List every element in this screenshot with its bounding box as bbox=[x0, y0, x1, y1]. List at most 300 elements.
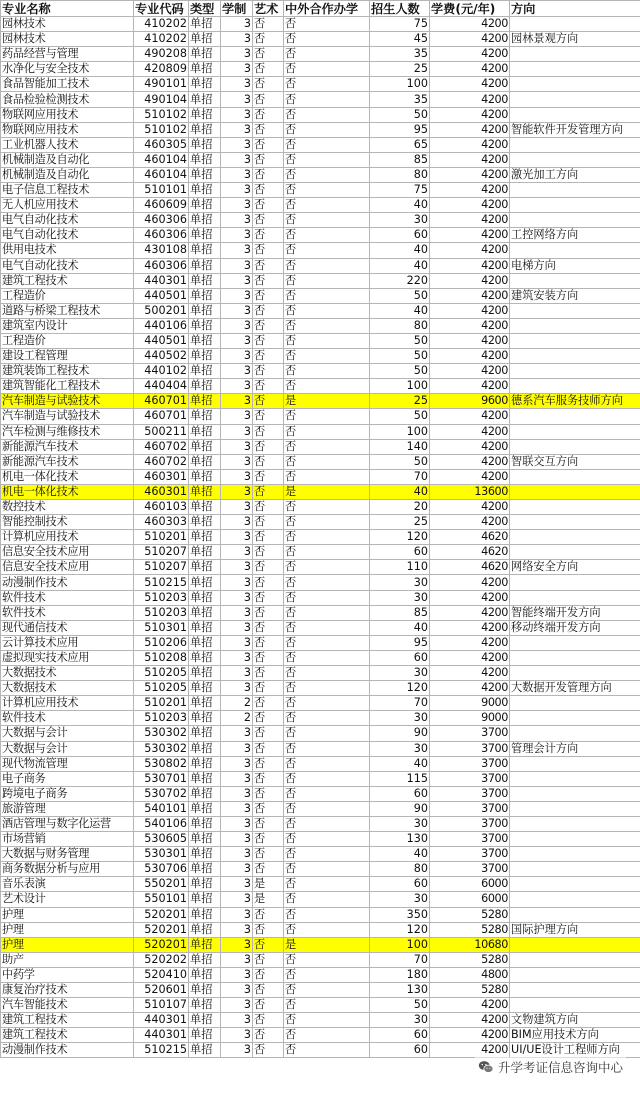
direction-cell[interactable] bbox=[510, 469, 640, 484]
major-code-cell[interactable]: 440501 bbox=[134, 288, 189, 303]
quota-cell[interactable]: 50 bbox=[370, 288, 430, 303]
art-cell[interactable]: 否 bbox=[253, 62, 284, 77]
coop-cell[interactable]: 否 bbox=[284, 666, 370, 681]
major-name-cell[interactable]: 现代通信技术 bbox=[1, 620, 134, 635]
type-cell[interactable]: 单招 bbox=[189, 500, 221, 515]
direction-cell[interactable] bbox=[510, 952, 640, 967]
major-name-cell[interactable]: 工程造价 bbox=[1, 288, 134, 303]
quota-cell[interactable]: 50 bbox=[370, 349, 430, 364]
years-cell[interactable]: 3 bbox=[221, 1013, 253, 1028]
coop-cell[interactable]: 否 bbox=[284, 137, 370, 152]
years-cell[interactable]: 3 bbox=[221, 77, 253, 92]
major-name-cell[interactable]: 建筑室内设计 bbox=[1, 318, 134, 333]
art-cell[interactable]: 否 bbox=[253, 711, 284, 726]
art-cell[interactable]: 否 bbox=[253, 318, 284, 333]
type-cell[interactable]: 单招 bbox=[189, 635, 221, 650]
major-name-cell[interactable]: 智能控制技术 bbox=[1, 515, 134, 530]
fee-cell[interactable]: 4200 bbox=[430, 590, 510, 605]
major-name-cell[interactable]: 商务数据分析与应用 bbox=[1, 862, 134, 877]
major-code-cell[interactable]: 510215 bbox=[134, 1043, 189, 1058]
years-cell[interactable]: 3 bbox=[221, 892, 253, 907]
fee-cell[interactable]: 3700 bbox=[430, 832, 510, 847]
art-cell[interactable]: 否 bbox=[253, 198, 284, 213]
major-code-cell[interactable]: 500211 bbox=[134, 424, 189, 439]
major-code-cell[interactable]: 530701 bbox=[134, 771, 189, 786]
art-cell[interactable]: 否 bbox=[253, 998, 284, 1013]
type-cell[interactable]: 单招 bbox=[189, 137, 221, 152]
direction-cell[interactable]: 园林景观方向 bbox=[510, 32, 640, 47]
coop-cell[interactable]: 否 bbox=[284, 318, 370, 333]
fee-cell[interactable]: 4200 bbox=[430, 137, 510, 152]
quota-cell[interactable]: 100 bbox=[370, 424, 430, 439]
type-cell[interactable]: 单招 bbox=[189, 424, 221, 439]
quota-cell[interactable]: 60 bbox=[370, 877, 430, 892]
direction-cell[interactable] bbox=[510, 409, 640, 424]
direction-cell[interactable] bbox=[510, 333, 640, 348]
art-cell[interactable]: 否 bbox=[253, 303, 284, 318]
major-code-cell[interactable]: 510203 bbox=[134, 590, 189, 605]
direction-cell[interactable] bbox=[510, 47, 640, 62]
coop-cell[interactable]: 否 bbox=[284, 152, 370, 167]
years-cell[interactable]: 3 bbox=[221, 907, 253, 922]
major-name-cell[interactable]: 计算机应用技术 bbox=[1, 530, 134, 545]
art-cell[interactable]: 否 bbox=[253, 107, 284, 122]
coop-cell[interactable]: 否 bbox=[284, 47, 370, 62]
coop-cell[interactable]: 否 bbox=[284, 650, 370, 665]
type-cell[interactable]: 单招 bbox=[189, 801, 221, 816]
major-name-cell[interactable]: 汽车制造与试验技术 bbox=[1, 394, 134, 409]
quota-cell[interactable]: 25 bbox=[370, 515, 430, 530]
coop-cell[interactable]: 否 bbox=[284, 1028, 370, 1043]
art-cell[interactable]: 否 bbox=[253, 1043, 284, 1058]
major-name-cell[interactable]: 大数据技术 bbox=[1, 666, 134, 681]
type-cell[interactable]: 单招 bbox=[189, 1028, 221, 1043]
major-name-cell[interactable]: 物联网应用技术 bbox=[1, 107, 134, 122]
art-cell[interactable]: 否 bbox=[253, 288, 284, 303]
years-cell[interactable]: 3 bbox=[221, 213, 253, 228]
type-cell[interactable]: 单招 bbox=[189, 213, 221, 228]
major-code-cell[interactable]: 550201 bbox=[134, 877, 189, 892]
major-code-cell[interactable]: 460306 bbox=[134, 228, 189, 243]
fee-cell[interactable]: 5280 bbox=[430, 922, 510, 937]
major-code-cell[interactable]: 460702 bbox=[134, 454, 189, 469]
header-years[interactable]: 学制 bbox=[221, 1, 253, 17]
fee-cell[interactable]: 4200 bbox=[430, 273, 510, 288]
art-cell[interactable]: 否 bbox=[253, 786, 284, 801]
major-code-cell[interactable]: 510203 bbox=[134, 605, 189, 620]
quota-cell[interactable]: 90 bbox=[370, 801, 430, 816]
major-name-cell[interactable]: 建筑工程技术 bbox=[1, 1028, 134, 1043]
coop-cell[interactable]: 否 bbox=[284, 439, 370, 454]
coop-cell[interactable]: 是 bbox=[284, 937, 370, 952]
major-name-cell[interactable]: 数控技术 bbox=[1, 500, 134, 515]
major-code-cell[interactable]: 520201 bbox=[134, 937, 189, 952]
type-cell[interactable]: 单招 bbox=[189, 107, 221, 122]
coop-cell[interactable]: 否 bbox=[284, 605, 370, 620]
art-cell[interactable]: 否 bbox=[253, 545, 284, 560]
coop-cell[interactable]: 否 bbox=[284, 847, 370, 862]
years-cell[interactable]: 3 bbox=[221, 198, 253, 213]
years-cell[interactable]: 2 bbox=[221, 711, 253, 726]
major-code-cell[interactable]: 550101 bbox=[134, 892, 189, 907]
type-cell[interactable]: 单招 bbox=[189, 983, 221, 998]
fee-cell[interactable]: 3700 bbox=[430, 801, 510, 816]
type-cell[interactable]: 单招 bbox=[189, 741, 221, 756]
art-cell[interactable]: 否 bbox=[253, 937, 284, 952]
art-cell[interactable]: 否 bbox=[253, 469, 284, 484]
direction-cell[interactable] bbox=[510, 696, 640, 711]
fee-cell[interactable]: 4200 bbox=[430, 1028, 510, 1043]
direction-cell[interactable] bbox=[510, 424, 640, 439]
coop-cell[interactable]: 否 bbox=[284, 756, 370, 771]
direction-cell[interactable] bbox=[510, 786, 640, 801]
major-code-cell[interactable]: 460103 bbox=[134, 500, 189, 515]
major-code-cell[interactable]: 460301 bbox=[134, 484, 189, 499]
type-cell[interactable]: 单招 bbox=[189, 152, 221, 167]
type-cell[interactable]: 单招 bbox=[189, 575, 221, 590]
type-cell[interactable]: 单招 bbox=[189, 484, 221, 499]
major-code-cell[interactable]: 460306 bbox=[134, 213, 189, 228]
art-cell[interactable]: 否 bbox=[253, 620, 284, 635]
quota-cell[interactable]: 80 bbox=[370, 167, 430, 182]
type-cell[interactable]: 单招 bbox=[189, 560, 221, 575]
major-code-cell[interactable]: 510205 bbox=[134, 681, 189, 696]
header-direction[interactable]: 方向 bbox=[510, 1, 640, 17]
coop-cell[interactable]: 否 bbox=[284, 32, 370, 47]
years-cell[interactable]: 3 bbox=[221, 650, 253, 665]
years-cell[interactable]: 3 bbox=[221, 349, 253, 364]
major-code-cell[interactable]: 410202 bbox=[134, 17, 189, 32]
type-cell[interactable]: 单招 bbox=[189, 439, 221, 454]
direction-cell[interactable] bbox=[510, 575, 640, 590]
fee-cell[interactable]: 6000 bbox=[430, 892, 510, 907]
major-code-cell[interactable]: 520410 bbox=[134, 967, 189, 982]
years-cell[interactable]: 3 bbox=[221, 273, 253, 288]
fee-cell[interactable]: 4200 bbox=[430, 424, 510, 439]
major-name-cell[interactable]: 建筑工程技术 bbox=[1, 1013, 134, 1028]
art-cell[interactable]: 否 bbox=[253, 77, 284, 92]
direction-cell[interactable]: 智能终端开发方向 bbox=[510, 605, 640, 620]
direction-cell[interactable] bbox=[510, 590, 640, 605]
type-cell[interactable]: 单招 bbox=[189, 1043, 221, 1058]
type-cell[interactable]: 单招 bbox=[189, 318, 221, 333]
coop-cell[interactable]: 否 bbox=[284, 500, 370, 515]
years-cell[interactable]: 3 bbox=[221, 333, 253, 348]
quota-cell[interactable]: 50 bbox=[370, 364, 430, 379]
major-name-cell[interactable]: 建筑装饰工程技术 bbox=[1, 364, 134, 379]
direction-cell[interactable] bbox=[510, 303, 640, 318]
major-name-cell[interactable]: 音乐表演 bbox=[1, 877, 134, 892]
art-cell[interactable]: 否 bbox=[253, 122, 284, 137]
years-cell[interactable]: 3 bbox=[221, 469, 253, 484]
major-code-cell[interactable]: 490208 bbox=[134, 47, 189, 62]
art-cell[interactable]: 否 bbox=[253, 741, 284, 756]
art-cell[interactable]: 否 bbox=[253, 726, 284, 741]
fee-cell[interactable]: 5280 bbox=[430, 983, 510, 998]
type-cell[interactable]: 单招 bbox=[189, 967, 221, 982]
years-cell[interactable]: 3 bbox=[221, 439, 253, 454]
quota-cell[interactable]: 40 bbox=[370, 258, 430, 273]
direction-cell[interactable]: 移动终端开发方向 bbox=[510, 620, 640, 635]
art-cell[interactable]: 否 bbox=[253, 530, 284, 545]
art-cell[interactable]: 否 bbox=[253, 515, 284, 530]
major-name-cell[interactable]: 大数据与会计 bbox=[1, 726, 134, 741]
direction-cell[interactable] bbox=[510, 666, 640, 681]
type-cell[interactable]: 单招 bbox=[189, 666, 221, 681]
type-cell[interactable]: 单招 bbox=[189, 877, 221, 892]
header-type[interactable]: 类型 bbox=[189, 1, 221, 17]
major-name-cell[interactable]: 虚拟现实技术应用 bbox=[1, 650, 134, 665]
coop-cell[interactable]: 否 bbox=[284, 711, 370, 726]
direction-cell[interactable] bbox=[510, 847, 640, 862]
fee-cell[interactable]: 9000 bbox=[430, 711, 510, 726]
major-name-cell[interactable]: 供用电技术 bbox=[1, 243, 134, 258]
major-name-cell[interactable]: 汽车制造与试验技术 bbox=[1, 409, 134, 424]
major-code-cell[interactable]: 440501 bbox=[134, 333, 189, 348]
major-code-cell[interactable]: 520201 bbox=[134, 907, 189, 922]
type-cell[interactable]: 单招 bbox=[189, 862, 221, 877]
major-code-cell[interactable]: 420809 bbox=[134, 62, 189, 77]
years-cell[interactable]: 3 bbox=[221, 952, 253, 967]
type-cell[interactable]: 单招 bbox=[189, 469, 221, 484]
direction-cell[interactable] bbox=[510, 998, 640, 1013]
fee-cell[interactable]: 4620 bbox=[430, 530, 510, 545]
quota-cell[interactable]: 130 bbox=[370, 832, 430, 847]
type-cell[interactable]: 单招 bbox=[189, 530, 221, 545]
major-name-cell[interactable]: 云计算技术应用 bbox=[1, 635, 134, 650]
art-cell[interactable]: 否 bbox=[253, 137, 284, 152]
coop-cell[interactable]: 否 bbox=[284, 364, 370, 379]
major-name-cell[interactable]: 信息安全技术应用 bbox=[1, 545, 134, 560]
quota-cell[interactable]: 30 bbox=[370, 892, 430, 907]
quota-cell[interactable]: 180 bbox=[370, 967, 430, 982]
major-code-cell[interactable]: 460306 bbox=[134, 258, 189, 273]
coop-cell[interactable]: 否 bbox=[284, 409, 370, 424]
art-cell[interactable]: 否 bbox=[253, 409, 284, 424]
years-cell[interactable]: 3 bbox=[221, 62, 253, 77]
coop-cell[interactable]: 否 bbox=[284, 258, 370, 273]
art-cell[interactable]: 否 bbox=[253, 379, 284, 394]
quota-cell[interactable]: 95 bbox=[370, 635, 430, 650]
fee-cell[interactable]: 4200 bbox=[430, 77, 510, 92]
art-cell[interactable]: 否 bbox=[253, 258, 284, 273]
fee-cell[interactable]: 4200 bbox=[430, 439, 510, 454]
art-cell[interactable]: 否 bbox=[253, 439, 284, 454]
years-cell[interactable]: 2 bbox=[221, 696, 253, 711]
art-cell[interactable]: 否 bbox=[253, 635, 284, 650]
quota-cell[interactable]: 30 bbox=[370, 711, 430, 726]
type-cell[interactable]: 单招 bbox=[189, 832, 221, 847]
art-cell[interactable]: 是 bbox=[253, 877, 284, 892]
years-cell[interactable]: 3 bbox=[221, 424, 253, 439]
fee-cell[interactable]: 4200 bbox=[430, 333, 510, 348]
art-cell[interactable]: 否 bbox=[253, 816, 284, 831]
fee-cell[interactable]: 4200 bbox=[430, 635, 510, 650]
art-cell[interactable]: 否 bbox=[253, 349, 284, 364]
coop-cell[interactable]: 否 bbox=[284, 771, 370, 786]
art-cell[interactable]: 否 bbox=[253, 17, 284, 32]
coop-cell[interactable]: 否 bbox=[284, 92, 370, 107]
art-cell[interactable]: 否 bbox=[253, 922, 284, 937]
years-cell[interactable]: 3 bbox=[221, 666, 253, 681]
years-cell[interactable]: 3 bbox=[221, 967, 253, 982]
type-cell[interactable]: 单招 bbox=[189, 183, 221, 198]
major-name-cell[interactable]: 工程造价 bbox=[1, 333, 134, 348]
art-cell[interactable]: 否 bbox=[253, 771, 284, 786]
major-code-cell[interactable]: 530302 bbox=[134, 726, 189, 741]
major-name-cell[interactable]: 无人机应用技术 bbox=[1, 198, 134, 213]
fee-cell[interactable]: 3700 bbox=[430, 741, 510, 756]
art-cell[interactable]: 否 bbox=[253, 605, 284, 620]
coop-cell[interactable]: 否 bbox=[284, 877, 370, 892]
years-cell[interactable]: 3 bbox=[221, 937, 253, 952]
type-cell[interactable]: 单招 bbox=[189, 922, 221, 937]
coop-cell[interactable]: 否 bbox=[284, 243, 370, 258]
header-art[interactable]: 艺术 bbox=[253, 1, 284, 17]
type-cell[interactable]: 单招 bbox=[189, 907, 221, 922]
years-cell[interactable]: 3 bbox=[221, 635, 253, 650]
major-code-cell[interactable]: 510201 bbox=[134, 530, 189, 545]
quota-cell[interactable]: 130 bbox=[370, 983, 430, 998]
coop-cell[interactable]: 否 bbox=[284, 198, 370, 213]
quota-cell[interactable]: 25 bbox=[370, 394, 430, 409]
major-name-cell[interactable]: 机电一体化技术 bbox=[1, 484, 134, 499]
coop-cell[interactable]: 否 bbox=[284, 454, 370, 469]
major-code-cell[interactable]: 510203 bbox=[134, 711, 189, 726]
major-code-cell[interactable]: 440502 bbox=[134, 349, 189, 364]
major-code-cell[interactable]: 440102 bbox=[134, 364, 189, 379]
major-name-cell[interactable]: 工业机器人技术 bbox=[1, 137, 134, 152]
type-cell[interactable]: 单招 bbox=[189, 696, 221, 711]
quota-cell[interactable]: 65 bbox=[370, 137, 430, 152]
major-code-cell[interactable]: 500201 bbox=[134, 303, 189, 318]
art-cell[interactable]: 否 bbox=[253, 92, 284, 107]
major-name-cell[interactable]: 护理 bbox=[1, 937, 134, 952]
art-cell[interactable]: 否 bbox=[253, 952, 284, 967]
major-name-cell[interactable]: 新能源汽车技术 bbox=[1, 454, 134, 469]
major-name-cell[interactable]: 电气自动化技术 bbox=[1, 228, 134, 243]
major-code-cell[interactable]: 530702 bbox=[134, 786, 189, 801]
type-cell[interactable]: 单招 bbox=[189, 515, 221, 530]
fee-cell[interactable]: 4200 bbox=[430, 243, 510, 258]
fee-cell[interactable]: 4200 bbox=[430, 167, 510, 182]
years-cell[interactable]: 3 bbox=[221, 258, 253, 273]
quota-cell[interactable]: 80 bbox=[370, 862, 430, 877]
years-cell[interactable]: 3 bbox=[221, 515, 253, 530]
art-cell[interactable]: 否 bbox=[253, 152, 284, 167]
coop-cell[interactable]: 否 bbox=[284, 349, 370, 364]
quota-cell[interactable]: 60 bbox=[370, 650, 430, 665]
years-cell[interactable]: 3 bbox=[221, 771, 253, 786]
fee-cell[interactable]: 10680 bbox=[430, 937, 510, 952]
type-cell[interactable]: 单招 bbox=[189, 122, 221, 137]
years-cell[interactable]: 3 bbox=[221, 484, 253, 499]
art-cell[interactable]: 否 bbox=[253, 1013, 284, 1028]
fee-cell[interactable]: 4200 bbox=[430, 650, 510, 665]
coop-cell[interactable]: 否 bbox=[284, 469, 370, 484]
quota-cell[interactable]: 30 bbox=[370, 816, 430, 831]
art-cell[interactable]: 是 bbox=[253, 892, 284, 907]
direction-cell[interactable] bbox=[510, 364, 640, 379]
type-cell[interactable]: 单招 bbox=[189, 198, 221, 213]
direction-cell[interactable]: UI/UE设计工程师方向 bbox=[510, 1043, 640, 1058]
quota-cell[interactable]: 90 bbox=[370, 726, 430, 741]
fee-cell[interactable]: 4200 bbox=[430, 469, 510, 484]
major-name-cell[interactable]: 道路与桥梁工程技术 bbox=[1, 303, 134, 318]
type-cell[interactable]: 单招 bbox=[189, 937, 221, 952]
years-cell[interactable]: 3 bbox=[221, 17, 253, 32]
major-name-cell[interactable]: 电气自动化技术 bbox=[1, 213, 134, 228]
quota-cell[interactable]: 40 bbox=[370, 243, 430, 258]
quota-cell[interactable]: 40 bbox=[370, 847, 430, 862]
type-cell[interactable]: 单招 bbox=[189, 952, 221, 967]
direction-cell[interactable]: 工控网络方向 bbox=[510, 228, 640, 243]
direction-cell[interactable] bbox=[510, 711, 640, 726]
direction-cell[interactable] bbox=[510, 545, 640, 560]
fee-cell[interactable]: 3700 bbox=[430, 726, 510, 741]
major-name-cell[interactable]: 药品经营与管理 bbox=[1, 47, 134, 62]
direction-cell[interactable]: 文物建筑方向 bbox=[510, 1013, 640, 1028]
major-name-cell[interactable]: 大数据技术 bbox=[1, 681, 134, 696]
years-cell[interactable]: 3 bbox=[221, 620, 253, 635]
direction-cell[interactable] bbox=[510, 892, 640, 907]
years-cell[interactable]: 3 bbox=[221, 877, 253, 892]
direction-cell[interactable] bbox=[510, 198, 640, 213]
major-name-cell[interactable]: 康复治疗技术 bbox=[1, 983, 134, 998]
fee-cell[interactable]: 4200 bbox=[430, 152, 510, 167]
years-cell[interactable]: 3 bbox=[221, 47, 253, 62]
art-cell[interactable]: 否 bbox=[253, 560, 284, 575]
major-code-cell[interactable]: 460609 bbox=[134, 198, 189, 213]
major-name-cell[interactable]: 大数据与财务管理 bbox=[1, 847, 134, 862]
fee-cell[interactable]: 3700 bbox=[430, 786, 510, 801]
fee-cell[interactable]: 5280 bbox=[430, 952, 510, 967]
coop-cell[interactable]: 否 bbox=[284, 922, 370, 937]
years-cell[interactable]: 3 bbox=[221, 318, 253, 333]
major-code-cell[interactable]: 530301 bbox=[134, 847, 189, 862]
type-cell[interactable]: 单招 bbox=[189, 545, 221, 560]
years-cell[interactable]: 3 bbox=[221, 545, 253, 560]
major-name-cell[interactable]: 软件技术 bbox=[1, 590, 134, 605]
major-code-cell[interactable]: 520201 bbox=[134, 922, 189, 937]
years-cell[interactable]: 3 bbox=[221, 862, 253, 877]
fee-cell[interactable]: 13600 bbox=[430, 484, 510, 499]
art-cell[interactable]: 否 bbox=[253, 907, 284, 922]
coop-cell[interactable]: 否 bbox=[284, 575, 370, 590]
major-name-cell[interactable]: 电子信息工程技术 bbox=[1, 183, 134, 198]
coop-cell[interactable]: 否 bbox=[284, 952, 370, 967]
type-cell[interactable]: 单招 bbox=[189, 77, 221, 92]
type-cell[interactable]: 单招 bbox=[189, 62, 221, 77]
major-name-cell[interactable]: 机电一体化技术 bbox=[1, 469, 134, 484]
major-name-cell[interactable]: 信息安全技术应用 bbox=[1, 560, 134, 575]
quota-cell[interactable]: 30 bbox=[370, 741, 430, 756]
major-code-cell[interactable]: 520601 bbox=[134, 983, 189, 998]
major-name-cell[interactable]: 物联网应用技术 bbox=[1, 122, 134, 137]
major-name-cell[interactable]: 园林技术 bbox=[1, 17, 134, 32]
fee-cell[interactable]: 4620 bbox=[430, 545, 510, 560]
major-name-cell[interactable]: 市场营销 bbox=[1, 832, 134, 847]
type-cell[interactable]: 单招 bbox=[189, 228, 221, 243]
art-cell[interactable]: 否 bbox=[253, 1028, 284, 1043]
fee-cell[interactable]: 4200 bbox=[430, 183, 510, 198]
quota-cell[interactable]: 45 bbox=[370, 32, 430, 47]
major-name-cell[interactable]: 建筑智能化工程技术 bbox=[1, 379, 134, 394]
quota-cell[interactable]: 120 bbox=[370, 530, 430, 545]
coop-cell[interactable]: 否 bbox=[284, 907, 370, 922]
quota-cell[interactable]: 35 bbox=[370, 92, 430, 107]
coop-cell[interactable]: 否 bbox=[284, 303, 370, 318]
